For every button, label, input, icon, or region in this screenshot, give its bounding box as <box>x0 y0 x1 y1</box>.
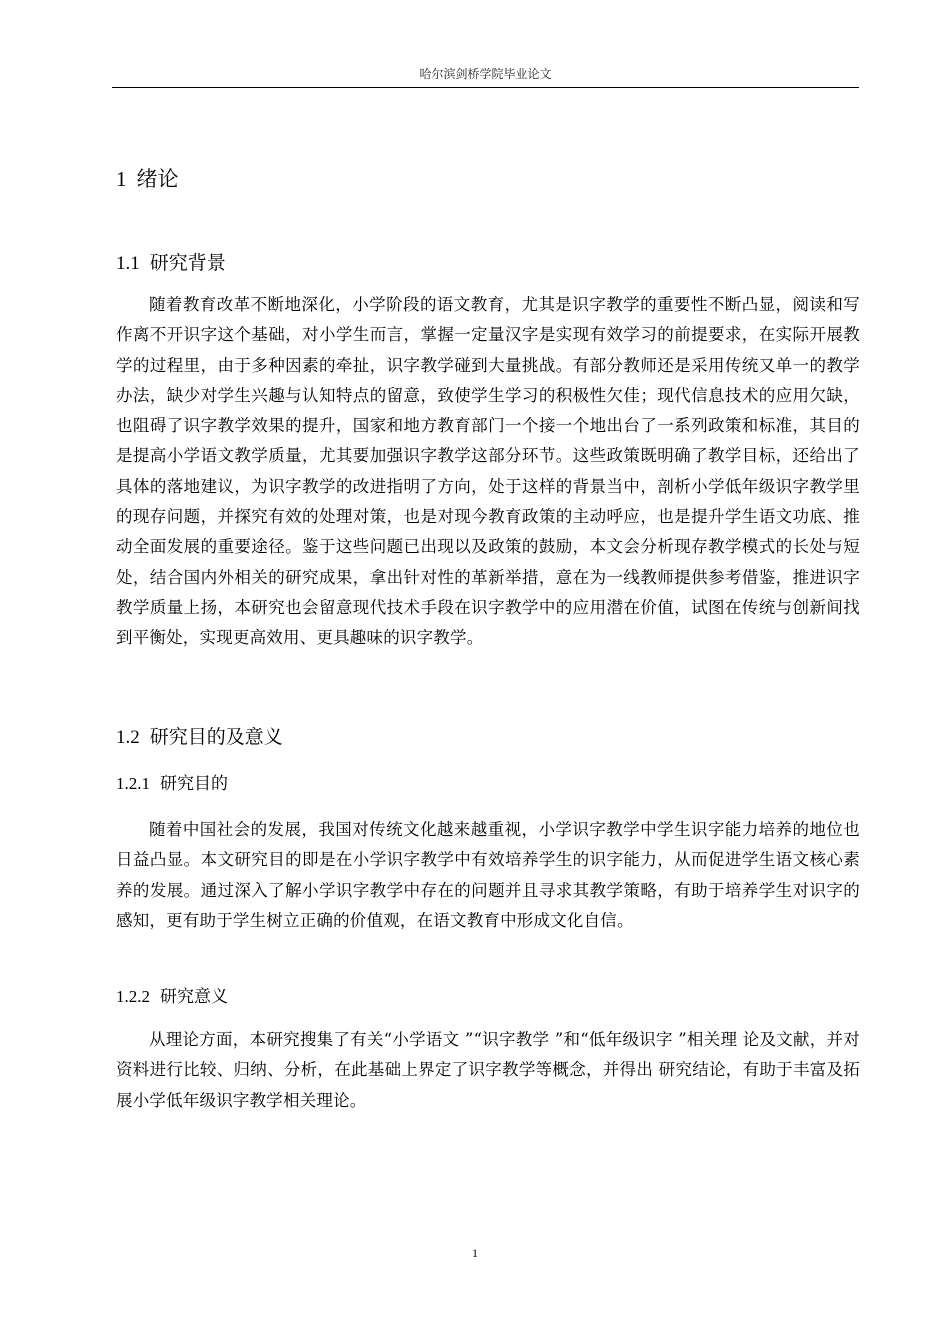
subsection-number: 1.2.1 <box>116 774 150 793</box>
section-number: 1.1 <box>116 253 140 274</box>
paragraph-research-purpose: 随着中国社会的发展，我国对传统文化越来越重视，小学识字教学中学生识字能力培养的地位也日益凸显。本文研究目的即是在小学识字教学中有效培养学生的识字能力，从而促进学生语文核心素养的发展。通过深入了解小学识字教学中存在的问题并且寻求其教学策略，有助于培养学生对识字的感知，更有助于学生树立正确的价值观，在语文教育中形成文化自信。 <box>116 820 860 930</box>
subsection-heading-1-2-1 <box>116 771 228 797</box>
header-divider <box>112 87 859 88</box>
chapter-number: 1 <box>116 167 127 191</box>
subsection-number: 1.2.2 <box>116 987 150 1006</box>
section-heading-1-1 <box>116 249 226 278</box>
chapter-title: 绪论 <box>136 167 179 191</box>
section-title: 研究背景 <box>149 252 226 274</box>
subsection-title: 研究意义 <box>160 987 228 1007</box>
page-number: 1 <box>472 1246 478 1260</box>
chapter-heading <box>116 164 179 194</box>
section-number: 1.2 <box>116 727 140 748</box>
paragraph-research-significance: 从理论方面，本研究搜集了有关“小学语文 ”“识字教学 ”和“低年级识字 ”相关理 论及文献，并对资料进行比较、归纳、分析，在此基础上界定了识字教学等概念，并得出 研究结论，有助于丰富及拓展小学低年级识字教学相关理论。 <box>116 1030 860 1110</box>
paragraph-research-background: 随着教育改革不断地深化，小学阶段的语文教育，尤其是识字教学的重要性不断凸显，阅读和写作离不开识字这个基础，对小学生而言，掌握一定量汉字是实现有效学习的前提要求，在实际开展教学的过程里，由于多种因素的牵扯，识字教学碰到大量挑战。有部分教师还是采用传统又单一的教学办法，缺少对学生兴趣与认知特点的留意，致使学生学习的积极性欠佳；现代信息技术的应用欠缺，也阻碍了识字教学效果的提升，国家和地方教育部门一个接一个地出台了一系列政策和标准，其目的是提高小学语文教学质量，尤其要加强识字教学这部分环节。这些政策既明确了教学目标，还给出了具体的落地建议，为识字教学的改进指明了方向，处于这样的背景当中，剖析小学低年级识字教学里的现存问题，并探究有效的处理对策，也是对现今教育政策的主动呼应，也是提升学生语文功底、推动全面发展的重要途径。鉴于这些问题已出现以及政策的鼓励，本文会分析现存教学模式的长处与短处，结合国内外相关的研究成果，拿出针对性的革新举措，意在为一线教师提供参考借鉴，推进识字教学质量上扬，本研究也会留意现代技术手段在识字教学中的应用潜在价值，试图在传统与创新间找到平衡处，实现更高效用、更具趣味的识字教学。 <box>116 295 860 648</box>
subsection-title: 研究目的 <box>160 774 228 794</box>
section-title: 研究目的及意义 <box>149 726 283 748</box>
subsection-heading-1-2-2 <box>116 984 228 1010</box>
running-header: 哈尔滨剑桥学院毕业论文 <box>419 67 552 81</box>
section-heading-1-2 <box>116 723 283 752</box>
